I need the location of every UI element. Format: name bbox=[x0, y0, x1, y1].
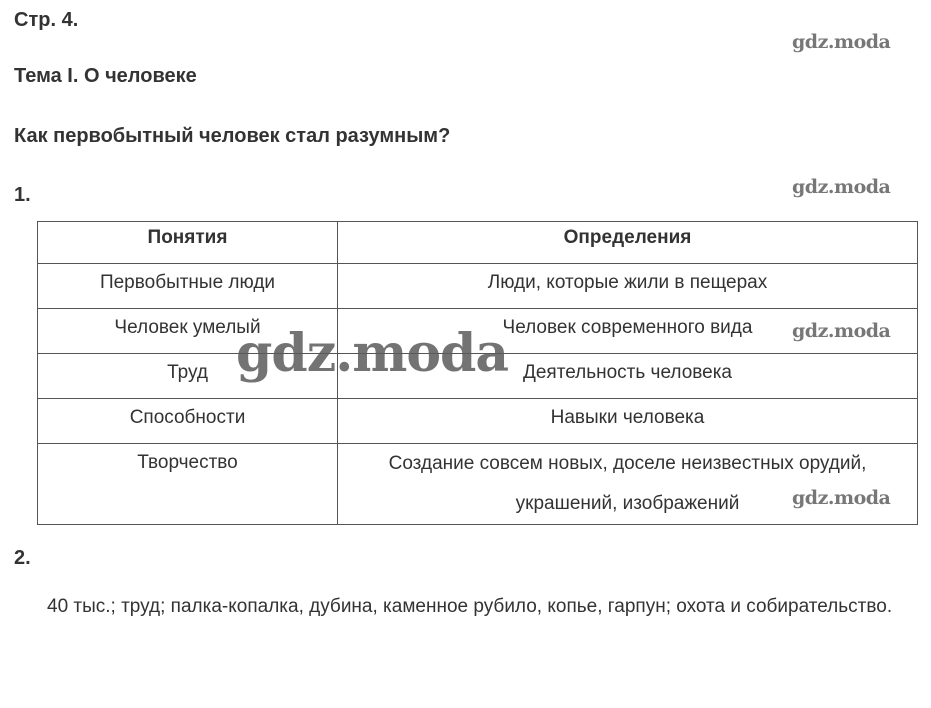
topic-title: Тема I. О человеке bbox=[14, 65, 197, 87]
lesson-title: Как первобытный человек стал разумным? bbox=[14, 125, 451, 147]
watermark-logo: gdz.moda bbox=[792, 320, 891, 342]
watermark-logo: gdz.moda bbox=[792, 176, 891, 198]
page-number: Стр. 4. bbox=[14, 9, 79, 31]
task-2-answer: 40 тыс.; труд; палка-копалка, дубина, каменное рубило, копье, гарпун; охота и собирательство. bbox=[47, 596, 893, 617]
task-2-number: 2. bbox=[14, 547, 31, 569]
table-row bbox=[38, 264, 918, 309]
header-concepts: Понятия bbox=[38, 222, 338, 264]
concept-cell: Труд bbox=[38, 354, 338, 399]
concept-cell: Первобытные люди bbox=[38, 264, 338, 309]
concept-cell: Творчество bbox=[38, 444, 338, 525]
table-row bbox=[38, 444, 918, 525]
task-1-number: 1. bbox=[14, 184, 31, 206]
definition-cell: Человек современного вида bbox=[338, 309, 918, 354]
watermark-logo: gdz.moda bbox=[792, 31, 891, 53]
table-row bbox=[38, 399, 918, 444]
concept-cell: Способности bbox=[38, 399, 338, 444]
watermark-logo: gdz.moda bbox=[792, 487, 891, 509]
definition-cell: Деятельность человека bbox=[338, 354, 918, 399]
concept-cell: Человек умелый bbox=[38, 309, 338, 354]
header-definitions: Определения bbox=[338, 222, 918, 264]
definition-cell: Создание совсем новых, доселе неизвестных орудий, украшений, изображений bbox=[338, 444, 918, 525]
watermark-logo-large: gdz.moda bbox=[236, 323, 509, 384]
definition-cell: Навыки человека bbox=[338, 399, 918, 444]
definition-cell: Люди, которые жили в пещерах bbox=[338, 264, 918, 309]
table-header-row bbox=[38, 222, 918, 264]
